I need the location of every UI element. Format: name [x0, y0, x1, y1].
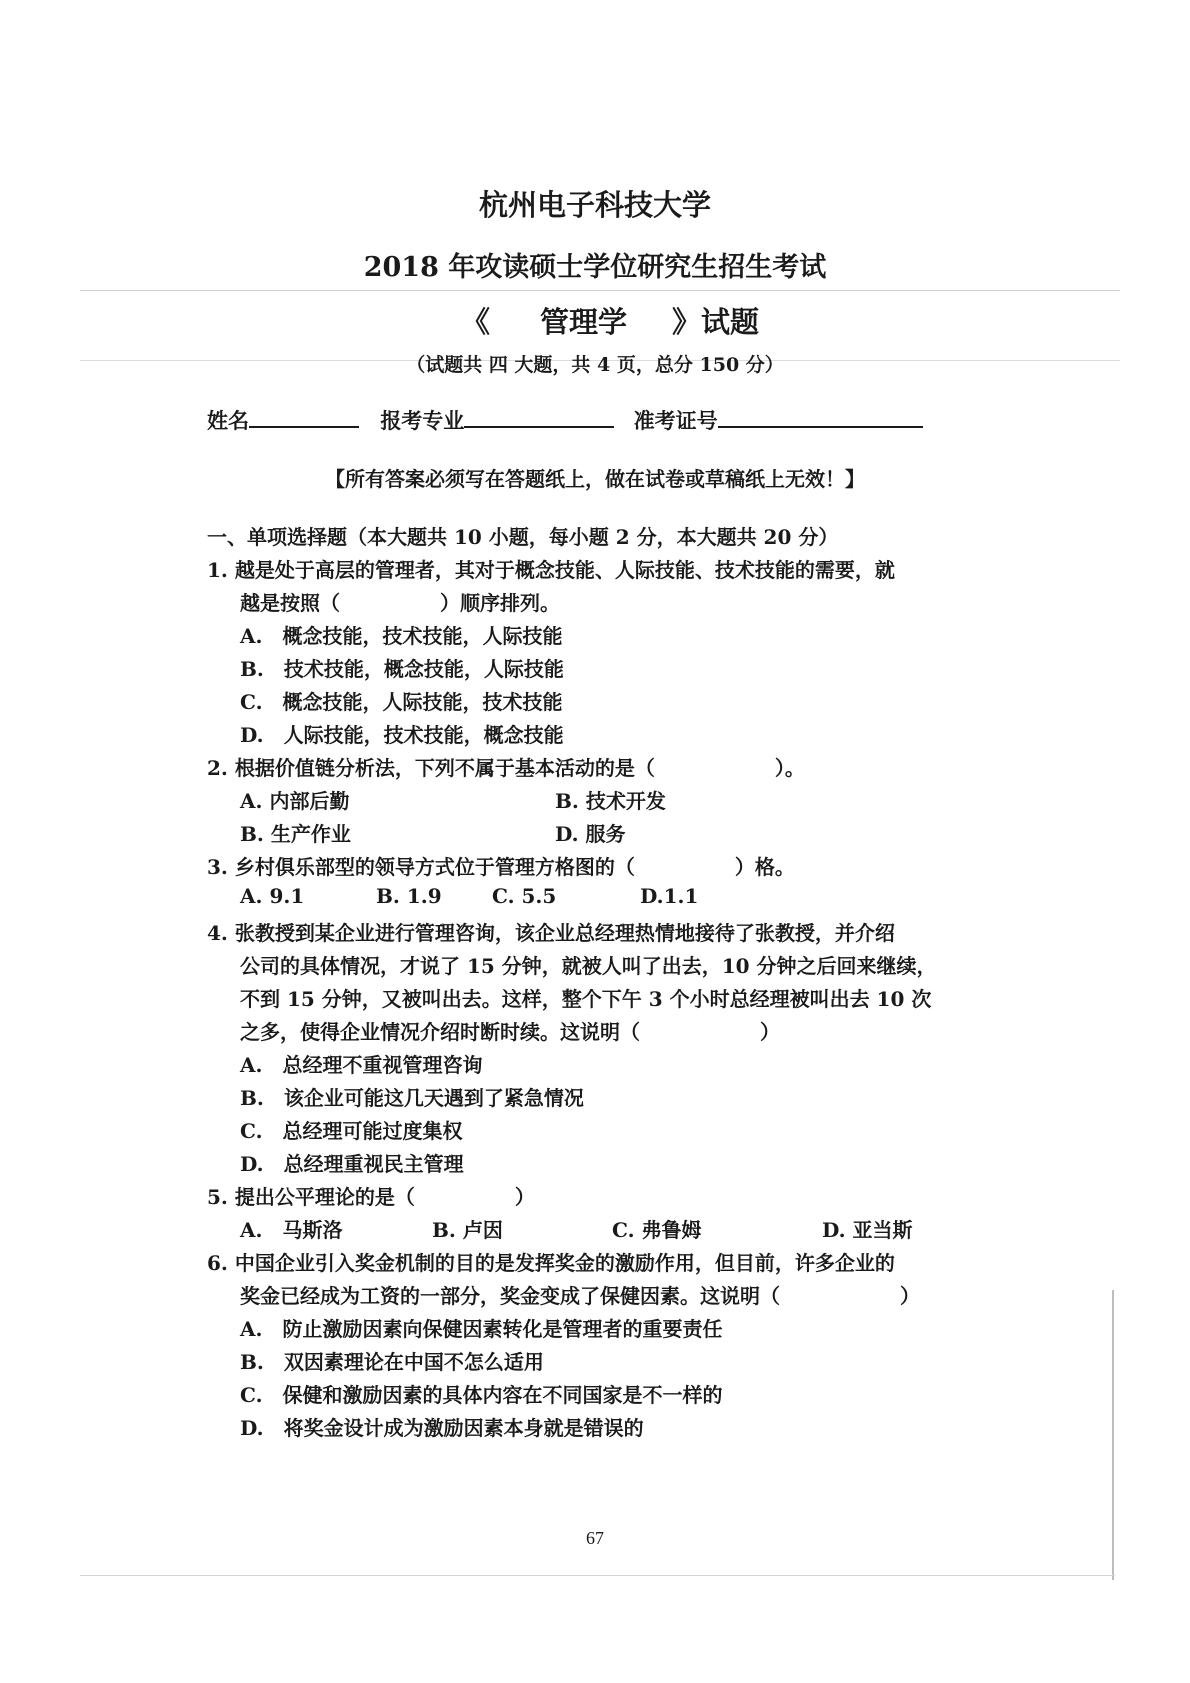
question-4-option-d: D. 总经理重视民主管理 — [240, 1152, 464, 1176]
question-3-stem: 3. 乡村俱乐部型的领导方式位于管理方格图的（ ）格。 — [207, 855, 795, 879]
question-3-option-d: D.1.1 — [640, 884, 699, 908]
question-6-option-a: A. 防止激励因素向保健因素转化是管理者的重要责任 — [240, 1317, 723, 1341]
question-4-option-b: B. 该企业可能这几天遇到了紧急情况 — [240, 1086, 584, 1110]
question-1-line-2: 越是按照（ ）顺序排列。 — [240, 591, 560, 615]
question-2-option-a: A. 内部后勤 — [240, 789, 350, 813]
page-info: （试题共 四 大题，共 4 页，总分 150 分） — [406, 354, 784, 376]
question-4-line-1: 4. 张教授到某企业进行管理咨询，该企业总经理热情地接待了张教授，并介绍 — [207, 921, 895, 945]
question-1-option-c: C. 概念技能，人际技能，技术技能 — [240, 690, 563, 714]
major-label: 报考专业 — [380, 408, 465, 433]
id-blank — [718, 406, 923, 428]
question-4-option-c: C. 总经理可能过度集权 — [240, 1119, 463, 1143]
id-label: 准考证号 — [633, 408, 718, 433]
subject-title — [0, 300, 1190, 341]
scan-border-line — [80, 290, 1120, 291]
question-2-option-b-second: B. 生产作业 — [240, 822, 351, 846]
major-blank — [464, 406, 614, 428]
question-1-option-d: D. 人际技能，技术技能，概念技能 — [240, 723, 564, 747]
question-5-option-b: B. 卢因 — [432, 1218, 503, 1242]
question-6-line-2: 奖金已经成为工资的一部分，奖金变成了保健因素。这说明（ ） — [240, 1284, 920, 1308]
question-1-line-1: 1. 越是处于高层的管理者，其对于概念技能、人际技能、技术技能的需要，就 — [207, 558, 895, 582]
question-5-option-d: D. 亚当斯 — [822, 1218, 913, 1242]
question-6-option-d: D. 将奖金设计成为激励因素本身就是错误的 — [240, 1416, 644, 1440]
question-1-option-b: B. 技术技能，概念技能，人际技能 — [240, 657, 564, 681]
question-6-line-1: 6. 中国企业引入奖金机制的目的是发挥奖金的激励作用，但目前，许多企业的 — [207, 1251, 895, 1275]
question-5-stem: 5. 提出公平理论的是（ ） — [207, 1185, 535, 1209]
page-number: 67 — [586, 1528, 604, 1548]
question-2-option-d: D. 服务 — [555, 822, 626, 846]
university-title: 杭州电子科技大学 — [478, 188, 711, 222]
question-3-option-c: C. 5.5 — [492, 884, 557, 908]
section-title: 一、单项选择题（本大题共 10 小题，每小题 2 分，本大题共 20 分） — [207, 525, 839, 549]
question-2-stem: 2. 根据价值链分析法，下列不属于基本活动的是（ ）。 — [207, 756, 805, 780]
question-4-option-a: A. 总经理不重视管理咨询 — [240, 1053, 483, 1077]
scan-border-line — [80, 1575, 1115, 1576]
subject-name: 管理学 — [539, 305, 627, 339]
notice: 【所有答案必须写在答题纸上，做在试卷或草稿纸上无效！】 — [325, 467, 865, 491]
name-blank — [249, 406, 359, 428]
question-6-option-b: B. 双因素理论在中国不怎么适用 — [240, 1350, 544, 1374]
question-4-line-3: 不到 15 分钟，又被叫出去。这样，整个下午 3 个小时总经理被叫出去 10 次 — [240, 987, 932, 1011]
exam-title: 2018 年攻读硕士学位研究生招生考试 — [363, 252, 827, 283]
question-3-option-a: A. 9.1 — [240, 884, 305, 908]
question-4-line-4: 之多，使得企业情况介绍时断时续。这说明（ ） — [240, 1020, 780, 1044]
question-4-line-2: 公司的具体情况，才说了 15 分钟，就被人叫了出去，10 分钟之后回来继续， — [240, 954, 937, 978]
question-6-option-c: C. 保健和激励因素的具体内容在不同国家是不一样的 — [240, 1383, 723, 1407]
question-2-option-b: B. 技术开发 — [555, 789, 666, 813]
question-5-option-a: A. 马斯洛 — [240, 1218, 343, 1242]
name-label: 姓名 — [207, 408, 249, 433]
subject-open-bracket: 《 — [460, 305, 490, 339]
question-5-option-c: C. 弗鲁姆 — [612, 1218, 702, 1242]
question-1-option-a: A. 概念技能，技术技能，人际技能 — [240, 624, 563, 648]
candidate-info-line — [207, 405, 923, 435]
subject-close-bracket: 》试题 — [672, 305, 760, 339]
question-3-option-b: B. 1.9 — [376, 884, 442, 908]
